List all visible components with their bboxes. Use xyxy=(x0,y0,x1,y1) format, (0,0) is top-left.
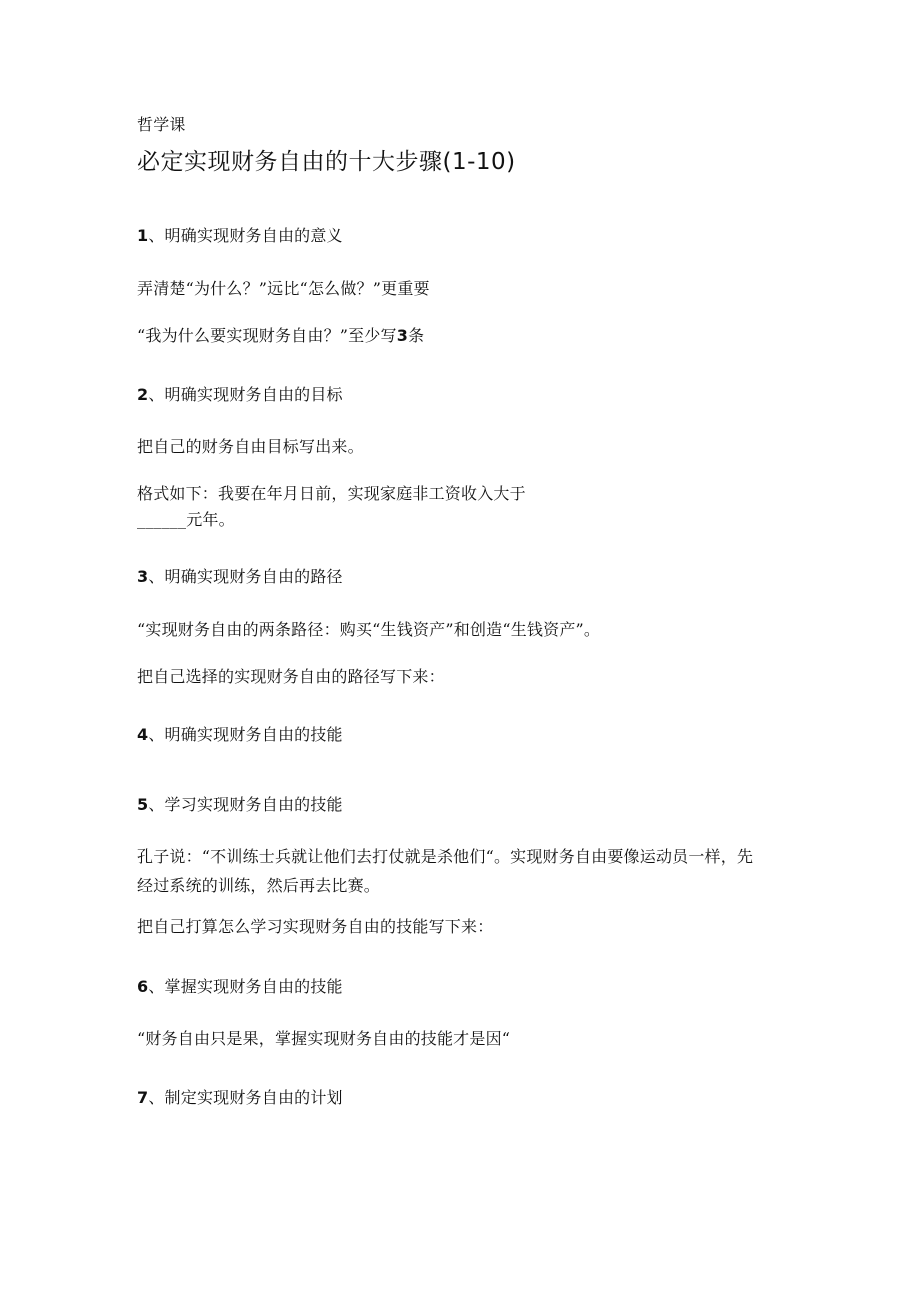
section-heading-3 xyxy=(137,567,343,587)
paragraph: 孔子说：“不训练士兵就让他们去打仗就是杀他们“。实现财务自由要像运动员一样，先经过系统的训练，然后再去比赛。 xyxy=(137,847,754,895)
section-heading-text: 、明确实现财务自由的目标 xyxy=(148,385,343,404)
paragraph: 把自己的财务自由目标写出来。 xyxy=(137,437,364,456)
paragraph: “实现财务自由的两条路径：购买“生钱资产”和创造“生钱资产”。 xyxy=(137,620,601,639)
section-number: 5 xyxy=(137,795,149,814)
paragraph: 把自己选择的实现财务自由的路径写下来： xyxy=(137,667,445,686)
section-number: 2 xyxy=(137,385,149,404)
section-number: 7 xyxy=(137,1088,149,1107)
paragraph xyxy=(137,326,424,346)
section-heading-text: 、掌握实现财务自由的技能 xyxy=(148,977,343,996)
section-number: 6 xyxy=(137,977,149,996)
paragraph: ______元年。 xyxy=(137,510,235,529)
section-number: 1 xyxy=(137,226,149,245)
section-heading-4 xyxy=(137,725,343,745)
paragraph: 把自己打算怎么学习实现财务自由的技能写下来： xyxy=(137,917,494,936)
document-title: 必定实现财务自由的十大步骤(1-10) xyxy=(137,149,516,175)
section-heading-text: 、明确实现财务自由的意义 xyxy=(148,226,343,245)
document-category: 哲学课 xyxy=(137,115,186,134)
section-heading-6 xyxy=(137,977,343,997)
section-heading-text: 、明确实现财务自由的路径 xyxy=(148,567,343,586)
paragraph-text: “我为什么要实现财务自由？”至少写 xyxy=(137,326,397,345)
section-heading-7 xyxy=(137,1088,343,1108)
paragraph: 格式如下：我要在年月日前，实现家庭非工资收入大于 xyxy=(137,484,526,503)
section-heading-text: 、明确实现财务自由的技能 xyxy=(148,725,343,744)
paragraph: “财务自由只是果，掌握实现财务自由的技能才是因“ xyxy=(137,1029,511,1048)
paragraph: 弄清楚“为什么？”远比“怎么做？”更重要 xyxy=(137,279,430,298)
paragraph-number: 3 xyxy=(396,326,409,345)
section-number: 4 xyxy=(137,725,149,744)
section-heading-2 xyxy=(137,385,343,405)
section-heading-5 xyxy=(137,795,343,815)
section-heading-1 xyxy=(137,226,343,246)
section-heading-text: 、制定实现财务自由的计划 xyxy=(148,1088,343,1107)
paragraph-text: 条 xyxy=(408,326,425,345)
section-number: 3 xyxy=(137,567,149,586)
section-heading-text: 、学习实现财务自由的技能 xyxy=(148,795,343,814)
